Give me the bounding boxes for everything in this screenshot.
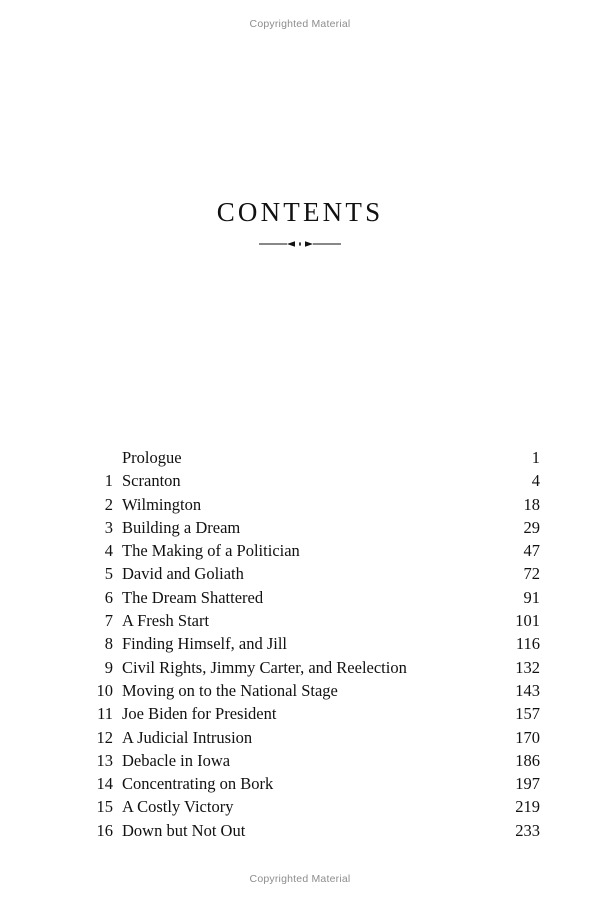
watermark-top: Copyrighted Material — [249, 18, 351, 30]
toc-entry-number: 9 — [104, 657, 113, 677]
toc-entry-page: 170 — [515, 727, 540, 747]
toc-entry-title: Joe Biden for President — [122, 704, 277, 724]
toc-entry-title: Moving on to the National Stage — [122, 680, 338, 700]
toc-entry[interactable] — [60, 539, 540, 562]
toc-entry-title: David and Goliath — [122, 564, 244, 584]
toc-entry[interactable] — [60, 446, 540, 469]
toc-entry-page: 72 — [523, 564, 540, 584]
page-title: CONTENTS — [216, 197, 384, 227]
toc-entry[interactable] — [60, 493, 540, 516]
toc-entry[interactable] — [60, 632, 540, 655]
toc-entry[interactable] — [60, 586, 540, 609]
toc-entry-number: 2 — [104, 494, 113, 514]
toc-entry-page: 47 — [523, 541, 540, 561]
toc-entry-number: 13 — [96, 750, 113, 770]
toc-entry[interactable] — [60, 749, 540, 772]
toc-entry-title: Debacle in Iowa — [122, 750, 231, 770]
toc-entry-page: 157 — [515, 704, 540, 724]
toc-entry-page: 91 — [523, 587, 540, 607]
toc-entry-title: Scranton — [122, 471, 181, 491]
ornament-divider-icon — [257, 237, 343, 249]
toc-entry[interactable] — [60, 609, 540, 632]
toc-entry-page: 197 — [515, 774, 540, 794]
toc-entry[interactable] — [60, 516, 540, 539]
toc-entry-number: 11 — [97, 704, 113, 724]
toc-entry-number: 16 — [96, 820, 113, 840]
toc-entry-number: 4 — [104, 541, 113, 561]
toc-entry[interactable] — [60, 679, 540, 702]
toc-entry-page: 4 — [531, 471, 540, 491]
watermark-bottom: Copyrighted Material — [249, 873, 351, 885]
toc-entry-number: 3 — [104, 517, 113, 537]
toc-entry[interactable] — [60, 702, 540, 725]
toc-entry-page: 219 — [515, 797, 540, 817]
toc-entry-number: 14 — [96, 774, 113, 794]
toc-entry-title: Building a Dream — [122, 517, 241, 537]
toc-entry-page: 116 — [515, 634, 540, 654]
toc-entry-page: 18 — [523, 494, 540, 514]
toc-entry-title: Down but Not Out — [122, 820, 246, 840]
toc-entry-title: A Judicial Intrusion — [122, 727, 253, 747]
toc-entry-page: 233 — [515, 820, 540, 840]
toc-entry-title: A Costly Victory — [122, 797, 234, 817]
toc-entry-page: 132 — [515, 657, 540, 677]
toc-entry-title: The Making of a Politician — [122, 541, 300, 561]
toc-entry-page: 143 — [515, 680, 540, 700]
toc-entry-number: 5 — [104, 564, 113, 584]
toc-entry[interactable] — [60, 772, 540, 795]
toc-entry-title: Wilmington — [122, 494, 202, 514]
toc-entry[interactable] — [60, 726, 540, 749]
toc-entry[interactable] — [60, 469, 540, 492]
toc-entry-number: 8 — [104, 634, 113, 654]
toc-entry-page: 29 — [523, 517, 540, 537]
toc-entry-title: A Fresh Start — [122, 611, 210, 631]
toc-entry-number: 1 — [104, 471, 113, 491]
toc-entry-title: The Dream Shattered — [122, 587, 264, 607]
toc-entry-title: Finding Himself, and Jill — [122, 634, 287, 654]
toc-entry-title: Concentrating on Bork — [122, 774, 274, 794]
toc-entry-page: 186 — [515, 750, 540, 770]
table-of-contents — [60, 446, 540, 842]
toc-entry-number: 12 — [96, 727, 113, 747]
toc-entry[interactable] — [60, 819, 540, 842]
toc-entry-number: 6 — [104, 587, 113, 607]
toc-entry[interactable] — [60, 562, 540, 585]
toc-entry-page: 101 — [515, 611, 540, 631]
toc-entry-number: 15 — [96, 797, 113, 817]
toc-entry-title: Prologue — [122, 448, 182, 467]
toc-entry-page: 1 — [531, 448, 540, 467]
toc-entry[interactable] — [60, 795, 540, 818]
toc-entry-number: 10 — [96, 680, 113, 700]
toc-entry[interactable] — [60, 656, 540, 679]
toc-entry-title: Civil Rights, Jimmy Carter, and Reelection — [122, 657, 407, 677]
toc-entry-number: 7 — [104, 611, 113, 631]
